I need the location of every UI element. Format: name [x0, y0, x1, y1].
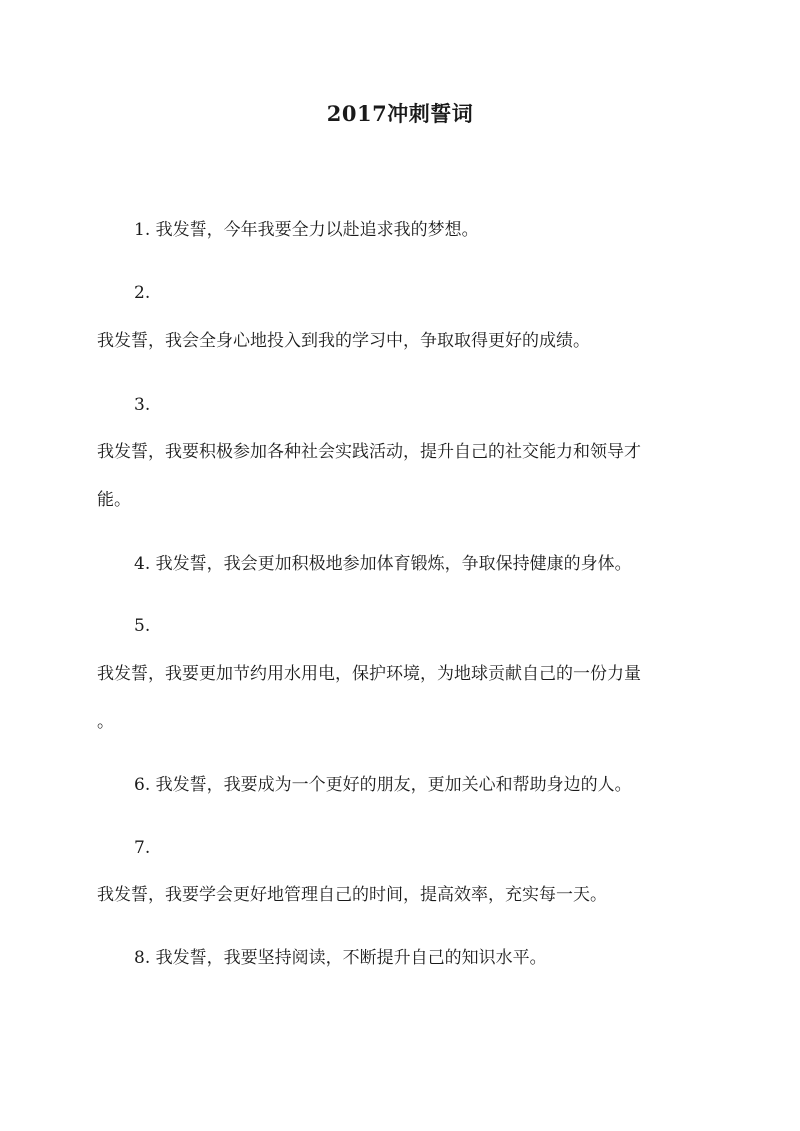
pledge-number-5: 5. — [134, 616, 151, 636]
pledge-number-7: 7. — [134, 838, 151, 858]
pledge-text-5-line-1: 我发誓，我要更加节约用水用电，保护环境，为地球贡献自己的一份力量 — [97, 664, 641, 684]
pledge-text-2: 我发誓，我会全身心地投入到我的学习中，争取取得更好的成绩。 — [97, 331, 590, 351]
pledge-item-6: 6. 我发誓，我要成为一个更好的朋友，更加关心和帮助身边的人。 — [134, 775, 632, 795]
pledge-text-3-line-1: 我发誓，我要积极参加各种社会实践活动，提升自己的社交能力和领导才 — [97, 442, 641, 462]
pledge-number-3: 3. — [134, 395, 151, 415]
pledge-text-3-line-2: 能。 — [97, 490, 131, 510]
pledge-item-1: 1. 我发誓，今年我要全力以赴追求我的梦想。 — [134, 220, 479, 240]
pledge-text-5-line-2: 。 — [97, 712, 114, 732]
pledge-text-7: 我发誓，我要学会更好地管理自己的时间，提高效率，充实每一天。 — [97, 885, 607, 905]
pledge-number-2: 2. — [134, 283, 151, 303]
pledge-item-4: 4. 我发誓，我会更加积极地参加体育锻炼，争取保持健康的身体。 — [134, 554, 632, 574]
document-title: 2017冲刺誓词 — [326, 101, 474, 126]
pledge-item-8: 8. 我发誓，我要坚持阅读，不断提升自己的知识水平。 — [134, 948, 547, 968]
